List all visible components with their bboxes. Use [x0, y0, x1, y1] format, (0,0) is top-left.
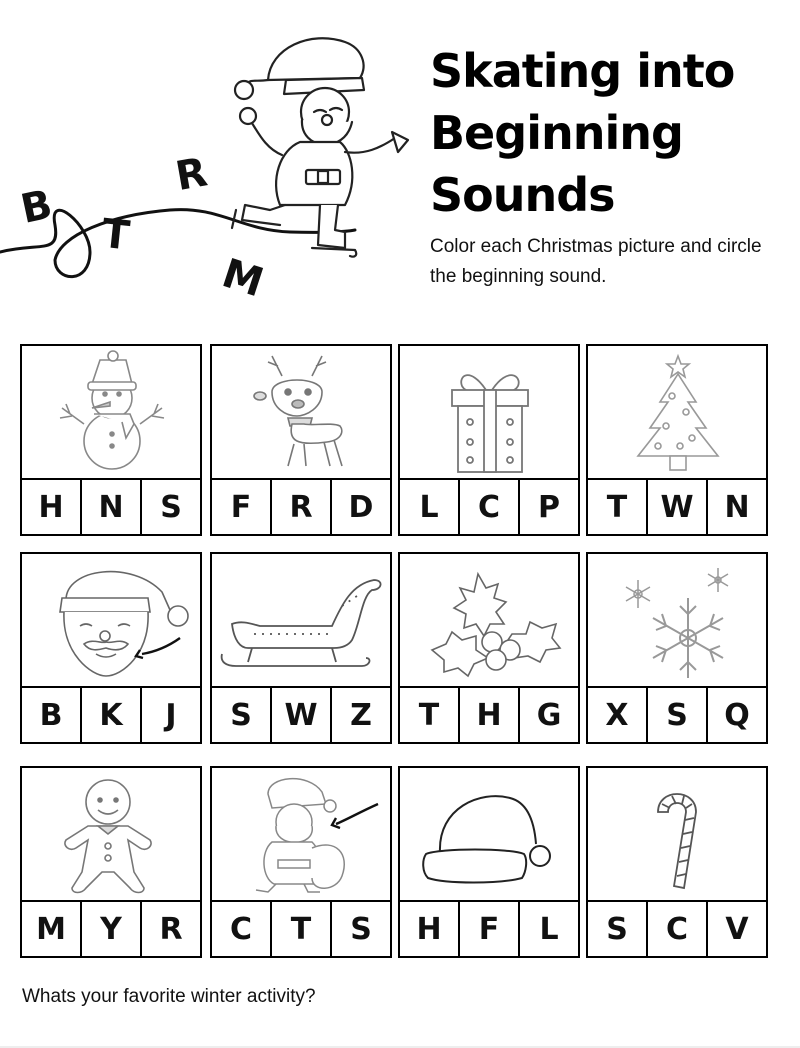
letter-choice[interactable]: L: [398, 478, 460, 536]
picture-box[interactable]: [210, 344, 392, 480]
letter-choice[interactable]: T: [270, 900, 332, 958]
letter-choice[interactable]: S: [586, 900, 648, 958]
letter-choice[interactable]: S: [330, 900, 392, 958]
letter-choice[interactable]: G: [518, 686, 580, 744]
letter-choice[interactable]: B: [20, 686, 82, 744]
picture-box[interactable]: [20, 766, 202, 902]
letter-choice[interactable]: T: [586, 478, 648, 536]
letter-choice[interactable]: Q: [706, 686, 768, 744]
picture-box[interactable]: [398, 344, 580, 480]
letter-choice[interactable]: H: [458, 686, 520, 744]
picture-box[interactable]: [586, 766, 768, 902]
instructions-text: Color each Christmas picture and circle the beginning sound.: [430, 236, 762, 287]
letter-choice[interactable]: H: [20, 478, 82, 536]
letter-choices: [210, 686, 392, 744]
letter-choice[interactable]: R: [270, 478, 332, 536]
letter-choice[interactable]: S: [140, 478, 202, 536]
title-line: Skating into: [430, 44, 735, 98]
santa-face-icon: [22, 554, 200, 686]
letter-choices: [20, 478, 202, 536]
gingerbread-man-icon: [22, 768, 200, 900]
letter-choices: [20, 900, 202, 958]
page-title: [430, 40, 790, 226]
footer-question: Whats your favorite winter activity?: [22, 986, 316, 1007]
letter-choice[interactable]: V: [706, 900, 768, 958]
christmas-tree-icon: [588, 346, 766, 478]
decor-letter-r: R: [172, 149, 211, 201]
picture-box[interactable]: [210, 552, 392, 688]
letter-choice[interactable]: X: [586, 686, 648, 744]
skating-santa-icon: [232, 38, 408, 256]
letter-choices: [398, 686, 580, 744]
picture-box[interactable]: [210, 766, 392, 902]
sleigh-icon: [212, 554, 390, 686]
letter-choices: [398, 478, 580, 536]
santa-with-sack-icon: [212, 768, 390, 900]
decor-letter-m: M: [216, 250, 269, 307]
letter-choice[interactable]: C: [458, 478, 520, 536]
letter-choices: [586, 686, 768, 744]
gift-icon: [400, 346, 578, 478]
title-line: Beginning: [430, 106, 683, 160]
picture-box[interactable]: [586, 344, 768, 480]
letter-choices: [586, 900, 768, 958]
header-artwork: [0, 20, 420, 320]
letter-choice[interactable]: W: [270, 686, 332, 744]
letter-choice[interactable]: T: [398, 686, 460, 744]
letter-choice[interactable]: N: [80, 478, 142, 536]
letter-choice[interactable]: H: [398, 900, 460, 958]
letter-choices: [210, 900, 392, 958]
letter-choice[interactable]: K: [80, 686, 142, 744]
letter-choice[interactable]: R: [140, 900, 202, 958]
snowflake-icon: [588, 554, 766, 686]
picture-box[interactable]: [586, 552, 768, 688]
letter-choices: [20, 686, 202, 744]
picture-box[interactable]: [20, 344, 202, 480]
letter-choice[interactable]: C: [210, 900, 272, 958]
snowman-icon: [22, 346, 200, 478]
letter-choice[interactable]: P: [518, 478, 580, 536]
picture-box[interactable]: [398, 552, 580, 688]
letter-choice[interactable]: D: [330, 478, 392, 536]
letter-choice[interactable]: Y: [80, 900, 142, 958]
decor-letter-t: T: [99, 210, 132, 260]
title-line: Sounds: [430, 168, 615, 222]
candy-cane-icon: [588, 768, 766, 900]
letter-choice[interactable]: F: [210, 478, 272, 536]
letter-choices: [398, 900, 580, 958]
letter-choice[interactable]: C: [646, 900, 708, 958]
letter-choice[interactable]: L: [518, 900, 580, 958]
letter-choice[interactable]: J: [140, 686, 202, 744]
letter-choice[interactable]: Z: [330, 686, 392, 744]
letter-choice[interactable]: F: [458, 900, 520, 958]
santa-hat-icon: [400, 768, 578, 900]
letter-choice[interactable]: M: [20, 900, 82, 958]
letter-choices: [586, 478, 768, 536]
reindeer-icon: [212, 346, 390, 478]
letter-choice[interactable]: S: [646, 686, 708, 744]
letter-choices: [210, 478, 392, 536]
letter-choice[interactable]: N: [706, 478, 768, 536]
letter-choice[interactable]: S: [210, 686, 272, 744]
decor-letter-b: B: [16, 181, 57, 233]
picture-box[interactable]: [20, 552, 202, 688]
letter-choice[interactable]: W: [646, 478, 708, 536]
picture-box[interactable]: [398, 766, 580, 902]
holly-icon: [400, 554, 578, 686]
